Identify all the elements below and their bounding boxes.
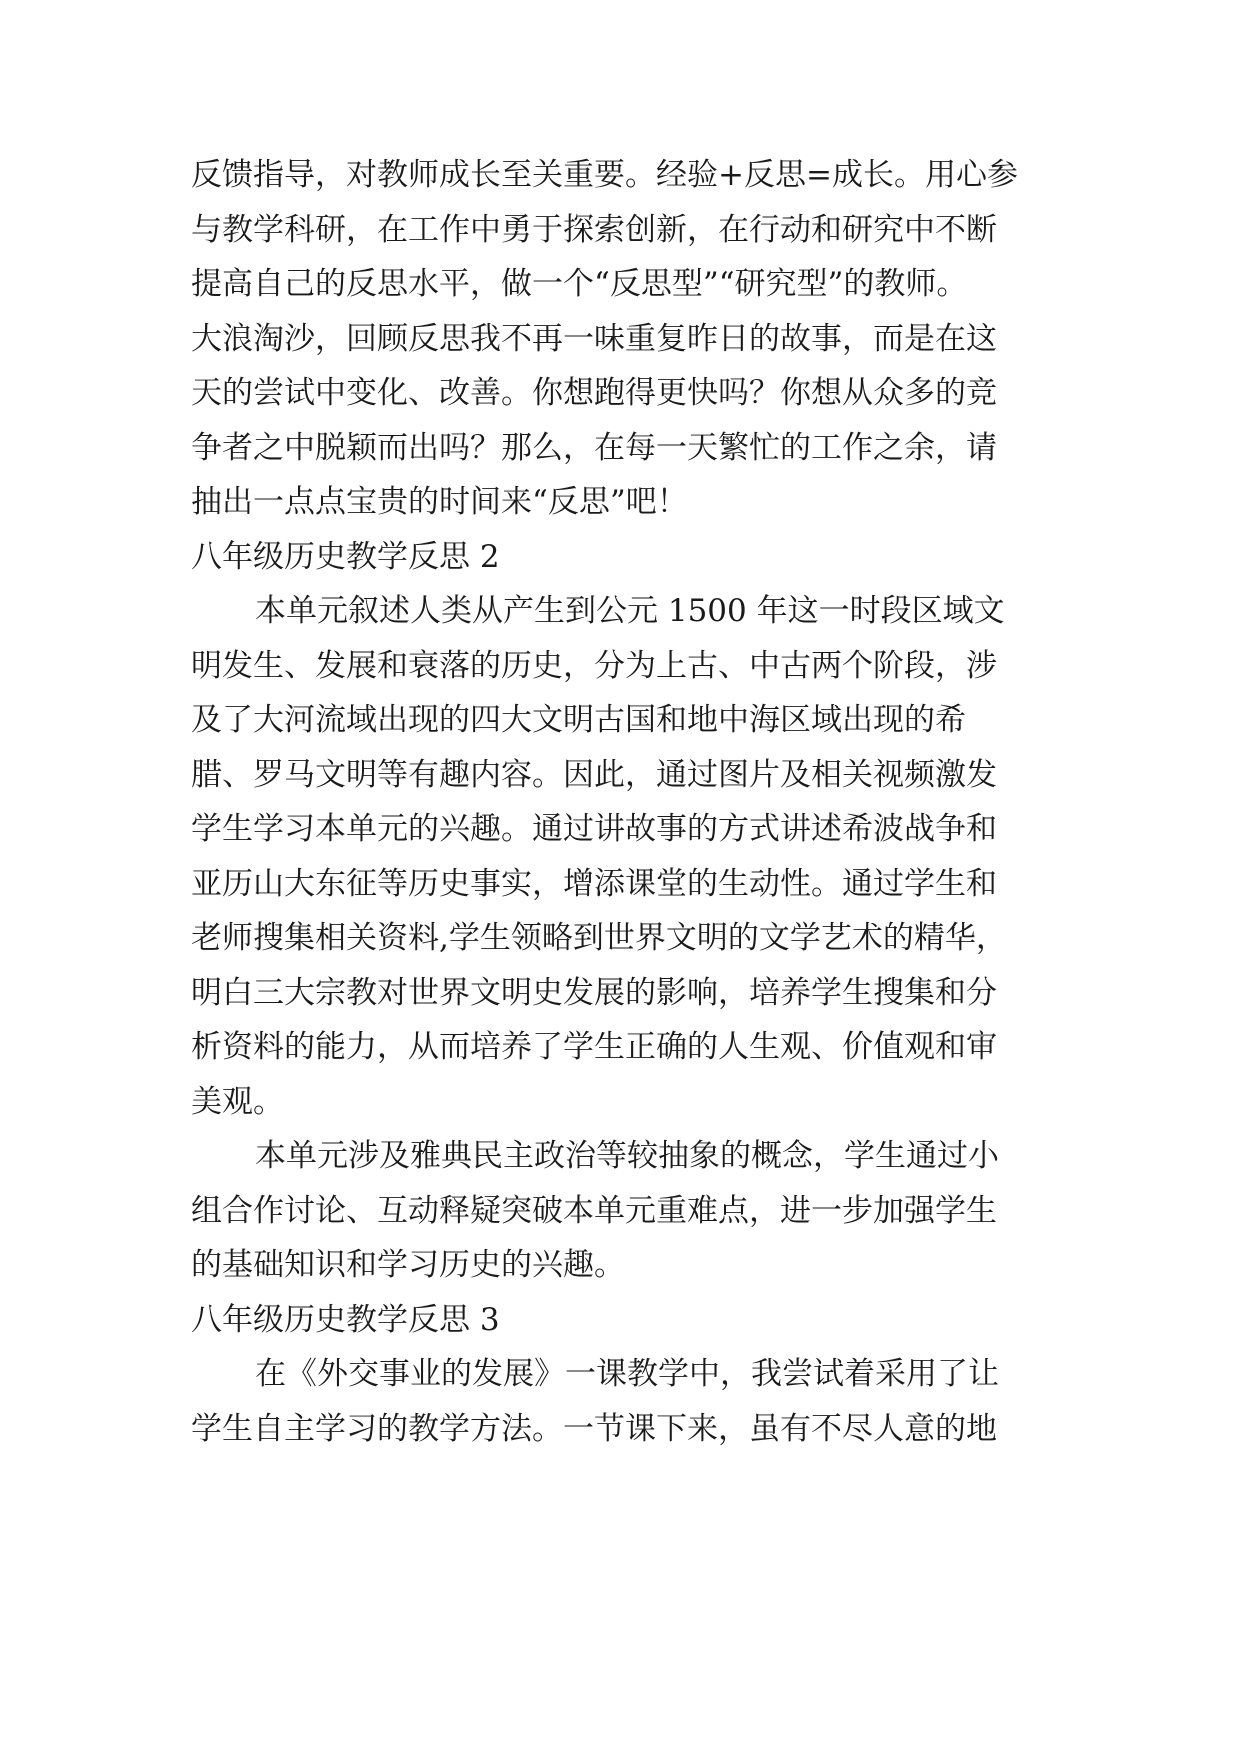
text-line: 反馈指导，对教师成长至关重要。经验+反思=成长。用心参 [191,157,1018,193]
text-line: 老师搜集相关资料,学生领略到世界文明的文学艺术的精华， [191,920,1007,956]
text-line: 亚历山大东征等历史事实，增添课堂的生动性。通过学生和 [191,865,997,902]
text-line: 明白三大宗教对世界文明史发展的影响，培养学生搜集和分 [191,974,997,1011]
text-line: 的基础知识和学习历史的兴趣。 [191,1247,625,1283]
text-line: 大浪淘沙，回顾反思我不再一味重复昨日的故事，而是在这 [191,320,997,357]
text-line: 提高自己的反思水平，做一个“反思型”“研究型”的教师。 [191,266,968,302]
section3-paragraph-1 [191,1347,1076,1456]
text-line: 与教学科研，在工作中勇于探索创新，在行动和研究中不断 [191,211,997,248]
text-line: 学生学习本单元的兴趣。通过讲故事的方式讲述希波战争和 [191,811,997,847]
text-line: 组合作讨论、互动释疑突破本单元重难点，进一步加强学生 [191,1192,997,1229]
text-line: 本单元涉及雅典民主政治等较抽象的概念，学生通过小 [255,1138,999,1174]
text-line: 学生自主学习的教学方法。一节课下来，虽有不尽人意的地 [191,1410,997,1447]
text-line: 美观。 [191,1083,284,1120]
text-line: 争者之中脱颖而出吗？那么，在每一天繁忙的工作之余，请 [191,429,997,466]
text-line: 天的尝试中变化、改善。你想跑得更快吗？你想从众多的竞 [191,375,997,411]
section-heading-3: 八年级历史教学反思 3 [191,1301,500,1338]
section2-paragraph-1 [191,584,1076,1129]
text-line: 及了大河流域出现的四大文明古国和地中海区域出现的希 [191,702,966,738]
text-line: 腊、罗马文明等有趣内容。因此，通过图片及相关视频激发 [191,756,997,793]
text-line: 析资料的能力，从而培养了学生正确的人生观、价值观和审 [191,1029,997,1065]
document-body [191,148,1076,1456]
text-line: 在《外交事业的发展》一课教学中，我尝试着采用了让 [255,1356,999,1392]
text-line: 明发生、发展和衰落的历史，分为上古、中古两个阶段，涉 [191,647,997,684]
section2-paragraph-2 [191,1129,1076,1293]
section-heading-2: 八年级历史教学反思 2 [191,538,500,575]
text-line: 抽出一点点宝贵的时间来“反思”吧！ [191,484,688,520]
text-line: 本单元叙述人类从产生到公元 1500 年这一时段区域文 [255,593,1005,629]
continuation-paragraph [191,148,1076,530]
